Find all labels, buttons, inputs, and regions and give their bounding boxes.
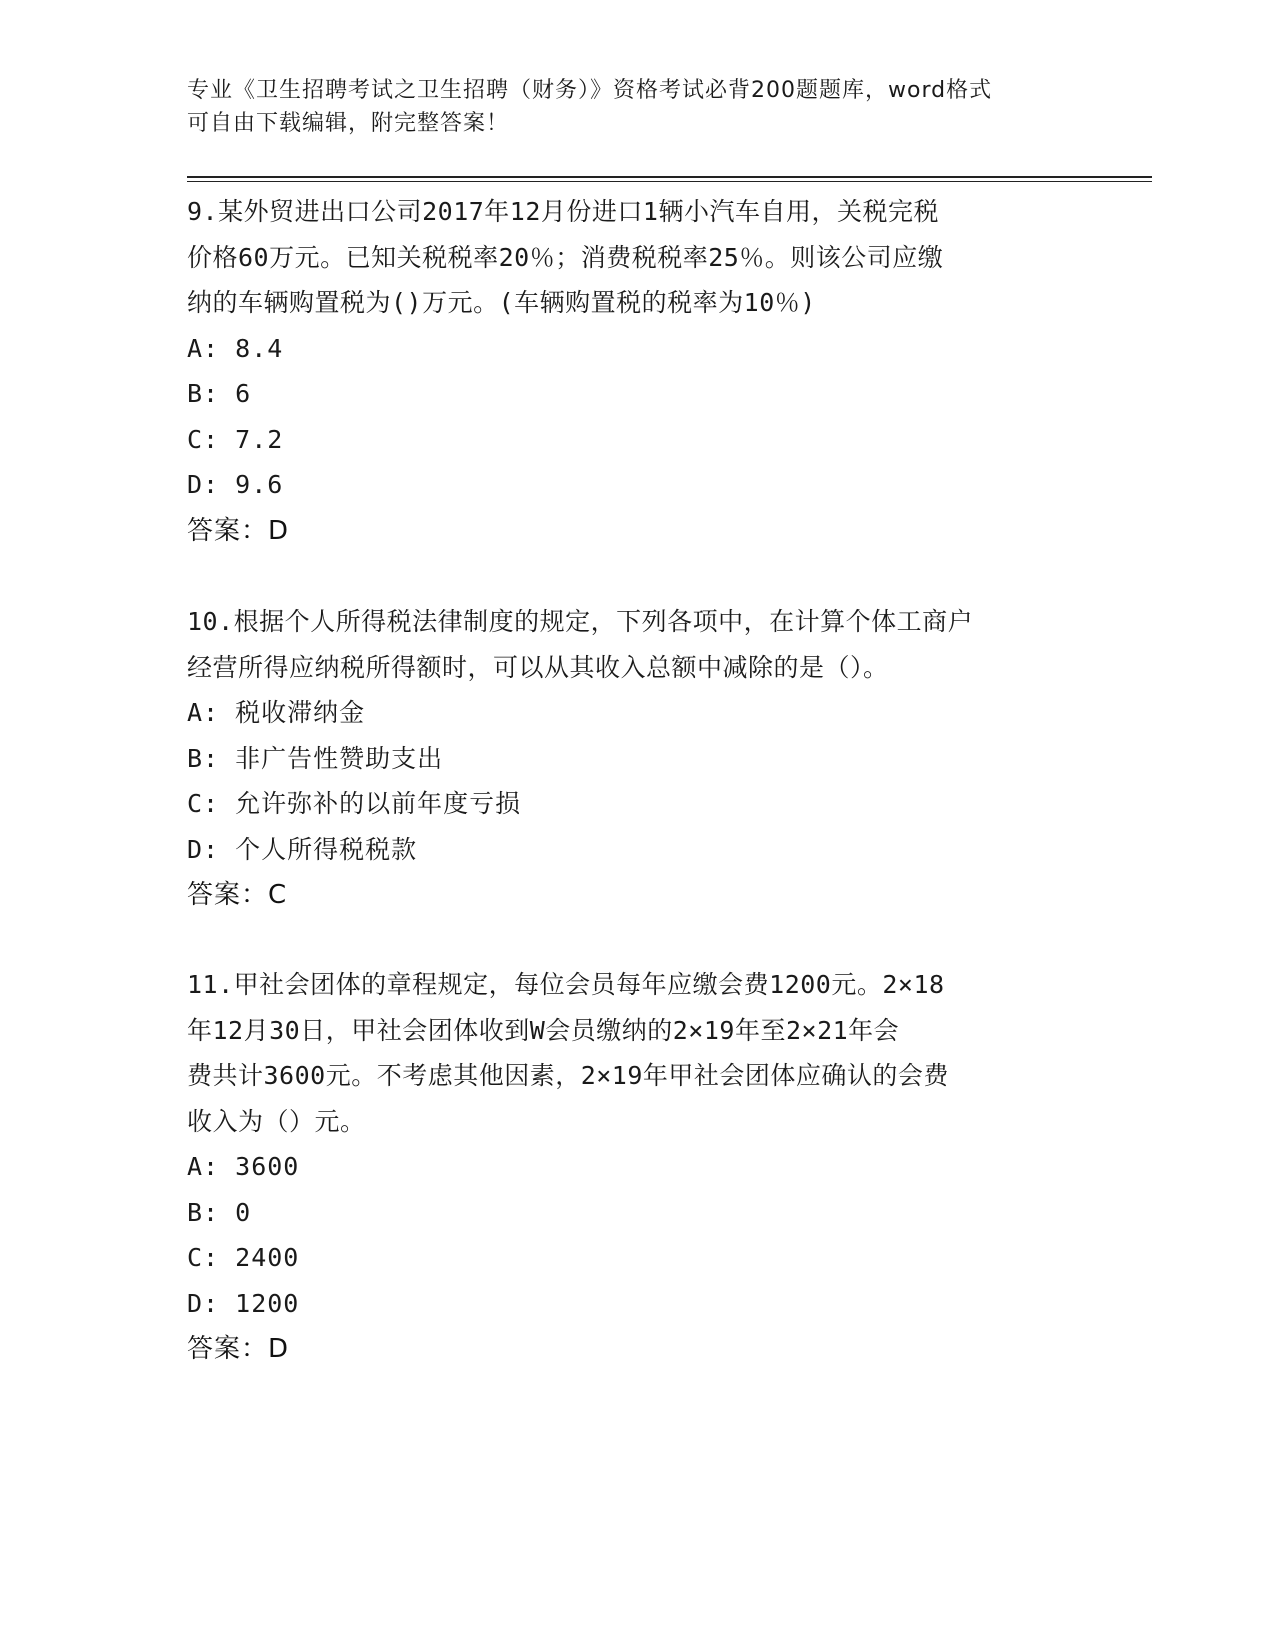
question-10 — [187, 599, 1067, 918]
answer: 答案：C — [187, 880, 288, 910]
stem-line: 收入为（）元。 — [187, 1106, 366, 1136]
header-divider-thin — [187, 181, 1152, 182]
option-d: D: 1200 — [187, 1288, 300, 1318]
option-b: B: 非广告性赞助支出 — [187, 743, 444, 773]
question-11 — [187, 962, 1067, 1372]
header-title-line-2: 可自由下载编辑，附完整答案！ — [187, 111, 510, 136]
option-c: C: 允许弥补的以前年度亏损 — [187, 789, 522, 818]
question-stem — [187, 189, 1067, 326]
option-d: D: 个人所得税税款 — [187, 834, 418, 864]
option-b: B: 0 — [187, 1197, 252, 1227]
stem-line: 9.某外贸进出口公司2017年12月份进口1辆小汽车自用，关税完税 — [187, 197, 939, 226]
option-c: C: 7.2 — [187, 424, 284, 454]
answer: 答案：D — [187, 515, 290, 546]
stem-line: 年12月30日，甲社会团体收到W会员缴纳的2×19年至2×21年会 — [187, 1015, 900, 1045]
stem-line: 经营所得应纳税所得额时，可以从其收入总额中减除的是（）。 — [187, 652, 889, 682]
answer: 答案：D — [187, 1334, 290, 1364]
header-divider-thick — [187, 176, 1152, 178]
stem-line: 11.甲社会团体的章程规定，每位会员每年应缴会费1200元。2×18 — [187, 970, 945, 999]
stem-line: 纳的车辆购置税为()万元。(车辆购置税的税率为10％) — [187, 288, 816, 317]
question-9 — [187, 189, 1067, 554]
document-header — [187, 74, 1067, 140]
option-a: A: 8.4 — [187, 333, 284, 363]
header-title-line-1: 专业《卫生招聘考试之卫生招聘（财务）》资格考试必背200题题库，word格式 — [187, 78, 993, 103]
question-stem — [187, 599, 1067, 690]
option-a: A: 3600 — [187, 1152, 300, 1181]
option-a: A: 税收滞纳金 — [187, 698, 366, 727]
stem-line: 费共计3600元。不考虑其他因素，2×19年甲社会团体应确认的会费 — [187, 1061, 949, 1090]
stem-line: 10.根据个人所得税法律制度的规定，下列各项中，在计算个体工商户 — [187, 607, 974, 636]
option-d: D: 9.6 — [187, 470, 284, 499]
option-c: C: 2400 — [187, 1243, 300, 1272]
question-stem — [187, 962, 1067, 1144]
stem-line: 价格60万元。已知关税税率20％；消费税税率25％。则该公司应缴 — [187, 242, 944, 272]
option-b: B: 6 — [187, 379, 252, 408]
